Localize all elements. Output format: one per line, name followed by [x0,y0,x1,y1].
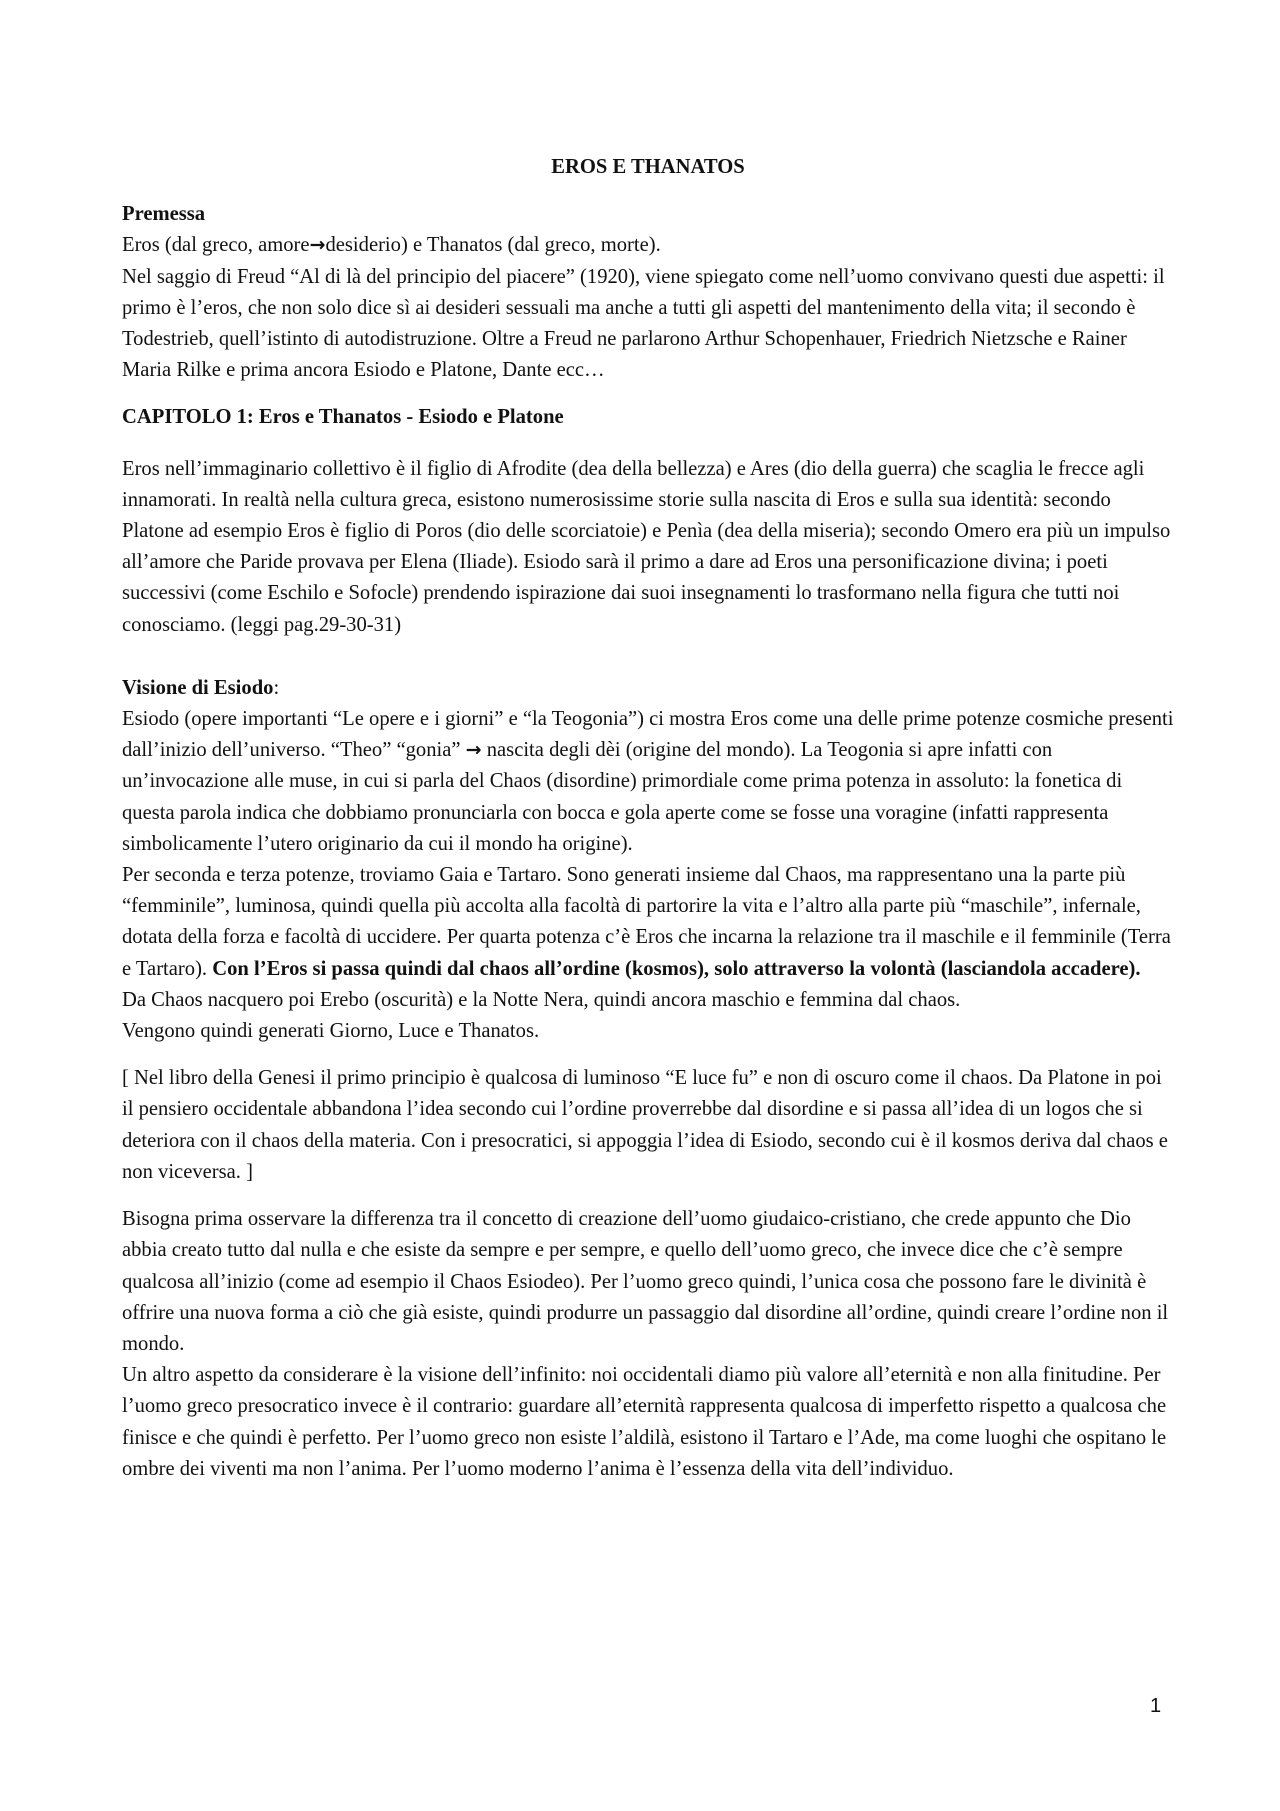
closing-paragraph-1: Bisogna prima osservare la differenza tra il concetto di creazione dell’uomo giudaico-cristiano, che crede appunto che Dio abbia creato tutto dal nulla e che esiste da sempre e per sempre, e quello dell’uomo greco, che invece dice che c’è sempre qualcosa all’inizio (come ad esempio il Chaos Esiodeo). Per l’uomo greco quindi, l’unica cosa che possono fare le divinità è offrire una nuova forma a ciò che già esiste, quindi produrre un passaggio dal disordine all’ordine, quindi creare l’ordine non il mondo. [122,1208,1169,1355]
arrow-right-icon: → [465,739,482,762]
esiodo-paragraph-2 [122,860,1174,985]
esiodo-paragraph-1 [122,704,1174,860]
document-page [122,152,1174,1485]
esiodo-paragraph-1-start: Esiodo (opere importanti “Le opere e i giorni” e “la Teogonia”) ci mostra Eros come una delle prime potenze cosmiche presenti dall’inizio dell’universo. “Theo” “gonia” [122,708,1174,762]
document-title: EROS E THANATOS [551,156,745,178]
section-heading-esiodo-colon: : [273,676,280,699]
esiodo-paragraph-4: Vengono quindi generati Giorno, Luce e Thanatos. [122,1020,540,1043]
premessa-paragraph: Nel saggio di Freud “Al di là del principio del piacere” (1920), viene spiegato come nell’uomo convivano questi due aspetti: il primo è l’eros, che non solo dice sì ai desideri sessuali ma anche a tutti gli aspetti del mantenimento della vita; il secondo è Todestrieb, quell’istinto di autodistruzione. Oltre a Freud ne parlarono Arthur Schopenhauer, Friedrich Nietzsche e Rainer Maria Rilke e prima ancora Esiodo e Platone, Dante ecc… [122,265,1165,382]
bracket-note-paragraph: [ Nel libro della Genesi il primo principio è qualcosa di luminoso “E luce fu” e non di oscuro come il chaos. Da Platone in poi il pensiero occidentale abbandona l’idea secondo cui l’ordine proverrebbe dal disordine e si passa all’idea di un logos che si deteriora con il chaos della materia. Con i presocratici, si appoggia l’idea di Esiodo, secondo cui è il kosmos deriva dal chaos e non viceversa. ] [122,1067,1168,1183]
section-heading-esiodo-text: Visione di Esiodo [122,676,274,699]
section-heading-premessa: Premessa [122,203,206,226]
section-heading-esiodo [122,673,1174,704]
premessa-definition [122,230,1174,261]
esiodo-paragraph-1-end: nascita degli dèi (origine del mondo). La Teogonia si apre infatti con un’invocazione alle muse, in cui si parla del Chaos (disordine) primordiale come prima potenza in assoluto: la fonetica di questa parola indica che dobbiamo pronunciarla con bocca e gola aperte come se fosse una voragine (infatti rappresenta simbolicamente l’utero originario da cui il mondo ha origine). [122,739,1123,855]
capitolo-1-paragraph: Eros nell’immaginario collettivo è il figlio di Afrodite (dea della bellezza) e Ares (dio della guerra) che scaglia le frecce agli innamorati. In realtà nella cultura greca, esistono numerosissime storie sulla nascita di Eros e sulla sua identità: secondo Platone ad esempio Eros è figlio di Poros (dio delle scorciatoie) e Penìa (dea della miseria); secondo Omero era più un impulso all’amore che Paride provava per Elena (Iliade). Esiodo sarà il primo a dare ad Eros una personificazione divina; i poeti successivi (come Eschilo e Sofocle) prendendo ispirazione dai suoi insegnamenti lo trasformano nella figura che tutti noi conosciamo. (leggi pag.29-30-31) [122,457,1171,636]
premessa-definition-start: Eros (dal greco, amore [122,234,310,257]
page-number: 1 [1150,1695,1162,1717]
esiodo-paragraph-3: Da Chaos nacquero poi Erebo (oscurità) e la Notte Nera, quindi ancora maschio e femmina dal chaos. [122,988,961,1011]
esiodo-paragraph-2-emphasis: Con l’Eros si passa quindi dal chaos all’ordine (kosmos), solo attraverso la volontà (lasciandola accadere). [212,957,1141,980]
closing-paragraph-2: Un altro aspetto da considerare è la visione dell’infinito: noi occidentali diamo più valore all’eternità e non alla finitudine. Per l’uomo greco presocratico invece è il contrario: guardare all’eternità rappresenta qualcosa di imperfetto rispetto a qualcosa che finisce e che quindi è perfetto. Per l’uomo greco non esiste l’aldilà, esistono il Tartaro e l’Ade, ma come luoghi che ospitano le ombre dei viventi ma non l’anima. Per l’uomo moderno l’anima è l’essenza della vita dell’individuo. [122,1364,1167,1480]
esiodo-paragraph-2-text: Per seconda e terza potenze, troviamo Gaia e Tartaro. Sono generati insieme dal Chaos, ma rappresentano una la parte più “femminile”, luminosa, quindi quella più accolta alla facoltà di partorire la vita e l’altro alla parte più “maschile”, infernale, dotata della forza e facoltà di uccidere. Per quarta potenza c’è Eros che incarna la relazione tra il maschile e il femminile (Terra e Tartaro). [122,864,1171,980]
premessa-definition-end: desiderio) e Thanatos (dal greco, morte). [325,234,661,257]
arrow-right-icon: → [309,234,326,257]
section-heading-capitolo-1: CAPITOLO 1: Eros e Thanatos - Esiodo e Platone [122,406,564,429]
